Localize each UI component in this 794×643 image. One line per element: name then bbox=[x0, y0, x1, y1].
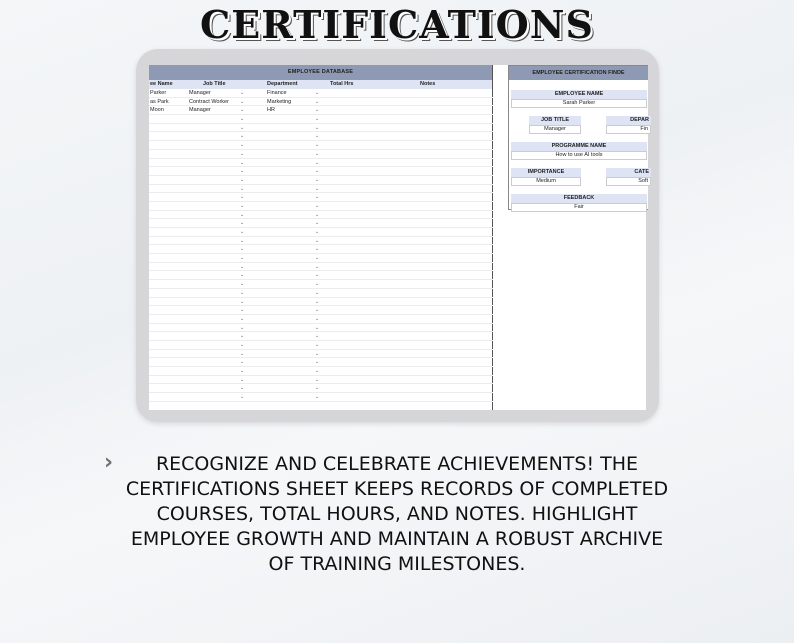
dropdown-arrow-icon[interactable]: ⌄ bbox=[315, 324, 320, 331]
database-header-row bbox=[149, 80, 492, 89]
table-row[interactable] bbox=[149, 306, 493, 315]
department-label: DEPAR bbox=[606, 116, 651, 125]
dropdown-arrow-icon[interactable]: ⌄ bbox=[240, 376, 245, 383]
dropdown-arrow-icon[interactable]: ⌄ bbox=[240, 350, 245, 357]
table-row[interactable] bbox=[149, 341, 493, 350]
table-row[interactable] bbox=[149, 376, 493, 385]
dropdown-arrow-icon[interactable]: ⌄ bbox=[240, 133, 245, 140]
dropdown-arrow-icon[interactable]: ⌄ bbox=[315, 263, 320, 270]
dropdown-arrow-icon[interactable]: ⌄ bbox=[240, 324, 245, 331]
table-row[interactable] bbox=[149, 245, 493, 254]
dropdown-arrow-icon[interactable]: ⌄ bbox=[240, 394, 245, 401]
table-row[interactable] bbox=[149, 98, 493, 107]
table-row[interactable] bbox=[149, 141, 493, 150]
spreadsheet-screen bbox=[149, 65, 649, 410]
table-row[interactable] bbox=[149, 350, 493, 359]
dropdown-arrow-icon[interactable]: ⌄ bbox=[315, 98, 320, 105]
dropdown-arrow-icon[interactable]: ⌄ bbox=[240, 150, 245, 157]
table-row[interactable] bbox=[149, 358, 493, 367]
dropdown-arrow-icon[interactable]: ⌄ bbox=[315, 255, 320, 262]
table-row[interactable] bbox=[149, 367, 493, 376]
dropdown-arrow-icon[interactable]: ⌄ bbox=[315, 107, 320, 114]
dropdown-arrow-icon[interactable]: ⌄ bbox=[240, 211, 245, 218]
dropdown-arrow-icon[interactable]: ⌄ bbox=[240, 237, 245, 244]
table-row[interactable] bbox=[149, 219, 493, 228]
table-row[interactable] bbox=[149, 115, 493, 124]
dropdown-arrow-icon[interactable]: ⌄ bbox=[240, 194, 245, 201]
dropdown-arrow-icon[interactable]: ⌄ bbox=[240, 281, 245, 288]
table-row[interactable] bbox=[149, 132, 493, 141]
table-row[interactable] bbox=[149, 280, 493, 289]
header-department[interactable]: Department bbox=[267, 81, 298, 87]
table-row[interactable] bbox=[149, 332, 493, 341]
dropdown-arrow-icon[interactable]: ⌄ bbox=[315, 385, 320, 392]
row-department[interactable]: Finance bbox=[267, 90, 287, 96]
dropdown-arrow-icon[interactable]: ⌄ bbox=[240, 168, 245, 175]
importance-label: IMPORTANCE bbox=[511, 168, 581, 177]
table-row[interactable] bbox=[149, 211, 493, 220]
row-job-title[interactable]: Manager bbox=[189, 107, 211, 114]
dropdown-arrow-icon[interactable]: ⌄ bbox=[240, 185, 245, 192]
table-row[interactable] bbox=[149, 167, 493, 176]
dropdown-arrow-icon[interactable]: ⌄ bbox=[315, 124, 320, 131]
table-row[interactable] bbox=[149, 237, 493, 246]
table-row[interactable] bbox=[149, 324, 493, 333]
table-row[interactable] bbox=[149, 289, 493, 298]
importance-field[interactable]: Medium bbox=[511, 177, 581, 186]
dropdown-arrow-icon[interactable]: ⌄ bbox=[240, 341, 245, 348]
employee-name-field[interactable]: Sarah Parker bbox=[511, 99, 647, 108]
category-label: CATE bbox=[606, 168, 651, 177]
header-employee-name[interactable]: ee Name bbox=[150, 81, 173, 87]
dropdown-arrow-icon[interactable]: ⌄ bbox=[240, 289, 245, 296]
dropdown-arrow-icon[interactable]: ⌄ bbox=[240, 202, 245, 209]
header-notes[interactable]: Notes bbox=[420, 81, 436, 87]
job-title-label: JOB TITLE bbox=[529, 116, 581, 125]
table-row[interactable] bbox=[149, 124, 493, 133]
dropdown-arrow-icon[interactable]: ⌄ bbox=[240, 307, 245, 314]
category-field[interactable]: Soft bbox=[606, 177, 651, 186]
dropdown-arrow-icon[interactable]: ⌄ bbox=[240, 385, 245, 392]
dropdown-arrow-icon[interactable]: ⌄ bbox=[240, 159, 245, 166]
row-employee-name[interactable]: as Park bbox=[150, 98, 169, 105]
certification-finder-panel bbox=[508, 65, 648, 210]
table-row[interactable] bbox=[149, 254, 493, 263]
dropdown-arrow-icon[interactable]: ⌄ bbox=[315, 289, 320, 296]
chevron-right-icon: › bbox=[104, 450, 114, 475]
dropdown-arrow-icon[interactable]: ⌄ bbox=[240, 359, 245, 366]
header-job-title[interactable]: Job Title bbox=[203, 81, 226, 87]
table-row[interactable] bbox=[149, 298, 493, 307]
dropdown-arrow-icon[interactable]: ⌄ bbox=[315, 185, 320, 192]
dropdown-arrow-icon[interactable]: ⌄ bbox=[315, 168, 320, 175]
employee-database-panel bbox=[149, 65, 493, 410]
table-row[interactable] bbox=[149, 159, 493, 168]
dropdown-arrow-icon[interactable]: ⌄ bbox=[315, 202, 320, 209]
dropdown-arrow-icon[interactable]: ⌄ bbox=[315, 376, 320, 383]
table-row[interactable] bbox=[149, 150, 493, 159]
dropdown-arrow-icon[interactable]: ⌄ bbox=[240, 229, 245, 235]
dropdown-arrow-icon[interactable]: ⌄ bbox=[315, 359, 320, 366]
table-row[interactable] bbox=[149, 271, 493, 280]
table-row[interactable] bbox=[149, 176, 493, 185]
dropdown-arrow-icon[interactable]: ⌄ bbox=[240, 176, 245, 183]
table-row[interactable] bbox=[149, 106, 493, 115]
department-field[interactable]: Fin bbox=[606, 125, 651, 134]
dropdown-arrow-icon[interactable]: ⌄ bbox=[240, 98, 245, 105]
dropdown-arrow-icon[interactable]: ⌄ bbox=[240, 116, 245, 123]
dropdown-arrow-icon[interactable]: ⌄ bbox=[315, 229, 320, 235]
table-row[interactable] bbox=[149, 89, 493, 98]
dropdown-arrow-icon[interactable]: ⌄ bbox=[240, 255, 245, 262]
dropdown-arrow-icon[interactable]: ⌄ bbox=[315, 237, 320, 244]
row-department[interactable]: Marketing bbox=[267, 98, 292, 105]
feedback-label: FEEDBACK bbox=[511, 194, 647, 203]
table-row[interactable] bbox=[149, 393, 493, 402]
page-title: CERTIFICATIONS bbox=[200, 2, 594, 47]
dropdown-arrow-icon[interactable]: ⌄ bbox=[240, 272, 245, 279]
table-row[interactable] bbox=[149, 315, 493, 324]
employee-name-label: EMPLOYEE NAME bbox=[511, 90, 647, 99]
table-row[interactable] bbox=[149, 228, 493, 237]
dropdown-arrow-icon[interactable]: ⌄ bbox=[315, 333, 320, 340]
dropdown-arrow-icon[interactable]: ⌄ bbox=[315, 133, 320, 140]
dropdown-arrow-icon[interactable]: ⌄ bbox=[240, 220, 245, 227]
dropdown-arrow-icon[interactable]: ⌄ bbox=[240, 246, 245, 253]
dropdown-arrow-icon[interactable]: ⌄ bbox=[315, 281, 320, 288]
dropdown-arrow-icon[interactable]: ⌄ bbox=[315, 211, 320, 218]
dropdown-arrow-icon[interactable]: ⌄ bbox=[240, 368, 245, 374]
dropdown-arrow-icon[interactable]: ⌄ bbox=[240, 107, 245, 114]
dropdown-arrow-icon[interactable]: ⌄ bbox=[315, 194, 320, 201]
programme-name-label: PROGRAMME NAME bbox=[511, 142, 647, 151]
dropdown-arrow-icon[interactable]: ⌄ bbox=[315, 341, 320, 348]
programme-name-field[interactable]: How to use AI tools bbox=[511, 151, 647, 160]
table-row[interactable] bbox=[149, 202, 493, 211]
dropdown-arrow-icon[interactable]: ⌄ bbox=[240, 263, 245, 270]
table-row[interactable] bbox=[149, 185, 493, 194]
dropdown-arrow-icon[interactable]: ⌄ bbox=[315, 394, 320, 401]
dropdown-arrow-icon[interactable]: ⌄ bbox=[315, 315, 320, 322]
dropdown-arrow-icon[interactable]: ⌄ bbox=[315, 159, 320, 166]
table-row[interactable] bbox=[149, 193, 493, 202]
caption-text: RECOGNIZE AND CELEBRATE ACHIEVEMENTS! THE CERTIFICATIONS SHEET KEEPS RECORDS OF COMPLETED COURSES, TOTAL HOURS, AND NOTES. HIGHLIGHT EMPLOYEE GROWTH AND MAINTAIN A ROBUST ARCHIVE OF TRAINING MILESTONES. bbox=[125, 453, 669, 575]
dropdown-arrow-icon[interactable]: ⌄ bbox=[315, 272, 320, 279]
dropdown-arrow-icon[interactable]: ⌄ bbox=[240, 333, 245, 340]
dropdown-arrow-icon[interactable]: ⌄ bbox=[240, 298, 245, 305]
row-job-title[interactable]: Contract Worker bbox=[189, 98, 229, 105]
dropdown-arrow-icon[interactable]: ⌄ bbox=[240, 90, 245, 96]
header-total-hrs[interactable]: Total Hrs bbox=[330, 81, 354, 87]
dropdown-arrow-icon[interactable]: ⌄ bbox=[315, 116, 320, 123]
finder-title: EMPLOYEE CERTIFICATION FINDE bbox=[509, 66, 648, 80]
row-employee-name[interactable]: Parker bbox=[150, 90, 167, 96]
dropdown-arrow-icon[interactable]: ⌄ bbox=[315, 368, 320, 374]
dropdown-arrow-icon[interactable]: ⌄ bbox=[315, 246, 320, 253]
table-row[interactable] bbox=[149, 384, 493, 393]
dropdown-arrow-icon[interactable]: ⌄ bbox=[315, 176, 320, 183]
dropdown-arrow-icon[interactable]: ⌄ bbox=[315, 150, 320, 157]
dropdown-arrow-icon[interactable]: ⌄ bbox=[240, 315, 245, 322]
dropdown-arrow-icon[interactable]: ⌄ bbox=[240, 142, 245, 149]
row-employee-name[interactable]: Moon bbox=[150, 107, 164, 114]
dropdown-arrow-icon[interactable]: ⌄ bbox=[315, 90, 320, 96]
dropdown-arrow-icon[interactable]: ⌄ bbox=[315, 220, 320, 227]
dropdown-arrow-icon[interactable]: ⌄ bbox=[240, 124, 245, 131]
dropdown-arrow-icon[interactable]: ⌄ bbox=[315, 307, 320, 314]
database-rows bbox=[149, 89, 493, 402]
dropdown-arrow-icon[interactable]: ⌄ bbox=[315, 298, 320, 305]
table-row[interactable] bbox=[149, 263, 493, 272]
row-job-title[interactable]: Manager bbox=[189, 90, 211, 96]
database-title: EMPLOYEE DATABASE bbox=[149, 65, 492, 80]
dropdown-arrow-icon[interactable]: ⌄ bbox=[315, 142, 320, 149]
row-department[interactable]: HR bbox=[267, 107, 275, 114]
feedback-field[interactable]: Fair bbox=[511, 203, 647, 212]
dropdown-arrow-icon[interactable]: ⌄ bbox=[315, 350, 320, 357]
job-title-field[interactable]: Manager bbox=[529, 125, 581, 134]
